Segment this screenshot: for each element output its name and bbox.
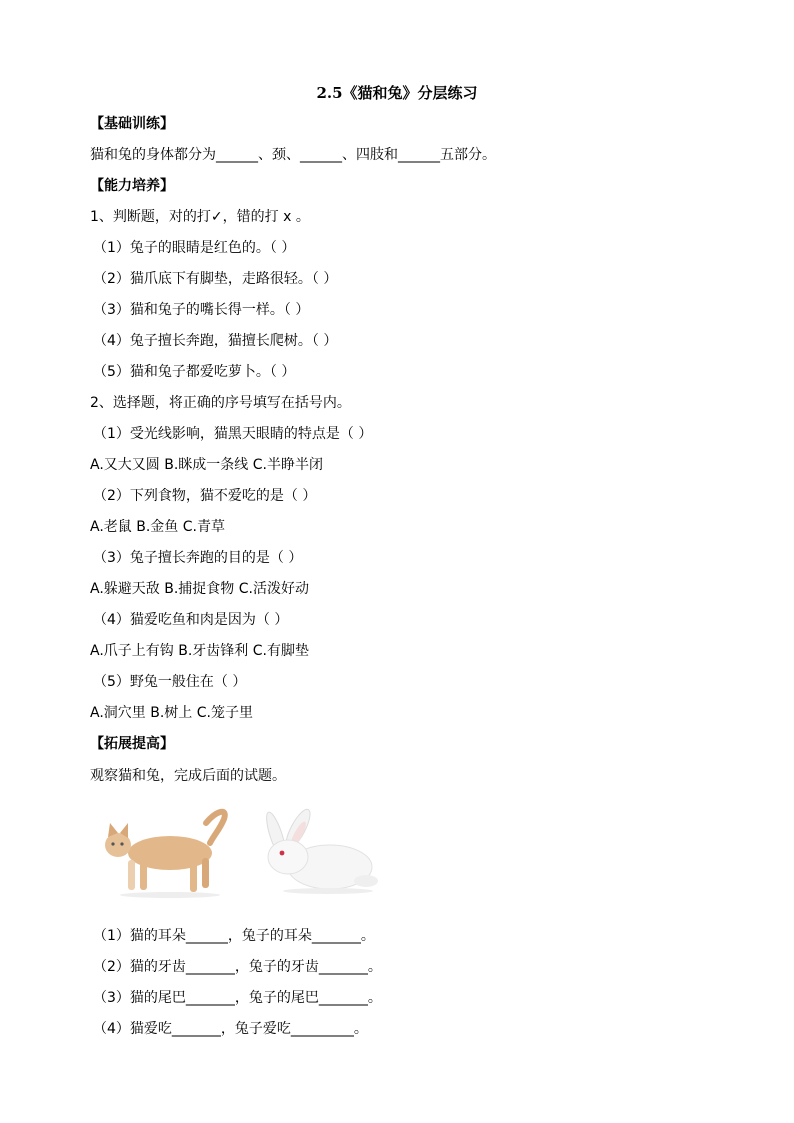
mc-question: （4）猫爱吃鱼和肉是因为（ ） [93,612,289,628]
tf-item: （5）猫和兔子都爱吃萝卜。（ ） [93,364,296,380]
rabbit-icon [263,806,378,894]
section-extend-heading: 【拓展提高】 [90,736,174,752]
observe-item: （3）猫的尾巴_______，兔子的尾巴_______。 [93,990,382,1006]
mc-options: A.躲避天敌 B.捕捉食物 C.活泼好动 [90,581,309,597]
multiple-choice-heading: 2、选择题，将正确的序号填写在括号内。 [90,395,351,411]
tf-item: （4）兔子擅长奔跑，猫擅长爬树。（ ） [93,333,338,349]
basic-question: 猫和兔的身体都分为______、颈、______、四肢和______五部分。 [90,147,496,163]
page-title: 2.5《猫和兔》分层练习 [316,84,478,102]
mc-question: （5）野兔一般住在（ ） [93,674,247,690]
observe-intro: 观察猫和兔，完成后面的试题。 [90,768,286,784]
mc-options: A.爪子上有钩 B.牙齿锋利 C.有脚垫 [90,643,309,659]
tf-item: （2）猫爪底下有脚垫，走路很轻。（ ） [93,271,338,287]
mc-options: A.老鼠 B.金鱼 C.青草 [90,519,225,535]
animal-images [98,805,388,900]
observe-item: （2）猫的牙齿_______，兔子的牙齿_______。 [93,959,382,975]
tf-item: （3）猫和兔子的嘴长得一样。（ ） [93,302,310,318]
mc-options: A.又大又圆 B.眯成一条线 C.半睁半闭 [90,457,323,473]
mc-options: A.洞穴里 B.树上 C.笼子里 [90,705,253,721]
observe-item: （4）猫爱吃_______，兔子爱吃_________。 [93,1021,368,1037]
observe-item: （1）猫的耳朵______，兔子的耳朵_______。 [93,928,375,944]
section-ability-heading: 【能力培养】 [90,178,174,194]
cat-icon [105,812,225,898]
mc-question: （3）兔子擅长奔跑的目的是（ ） [93,550,303,566]
mc-question: （1）受光线影响，猫黑天眼睛的特点是（ ） [93,426,373,442]
mc-question: （2）下列食物，猫不爱吃的是（ ） [93,488,317,504]
true-false-heading: 1、判断题，对的打✓，错的打 x 。 [90,209,310,225]
section-basic-heading: 【基础训练】 [90,116,174,132]
tf-item: （1）兔子的眼睛是红色的。（ ） [93,240,296,256]
